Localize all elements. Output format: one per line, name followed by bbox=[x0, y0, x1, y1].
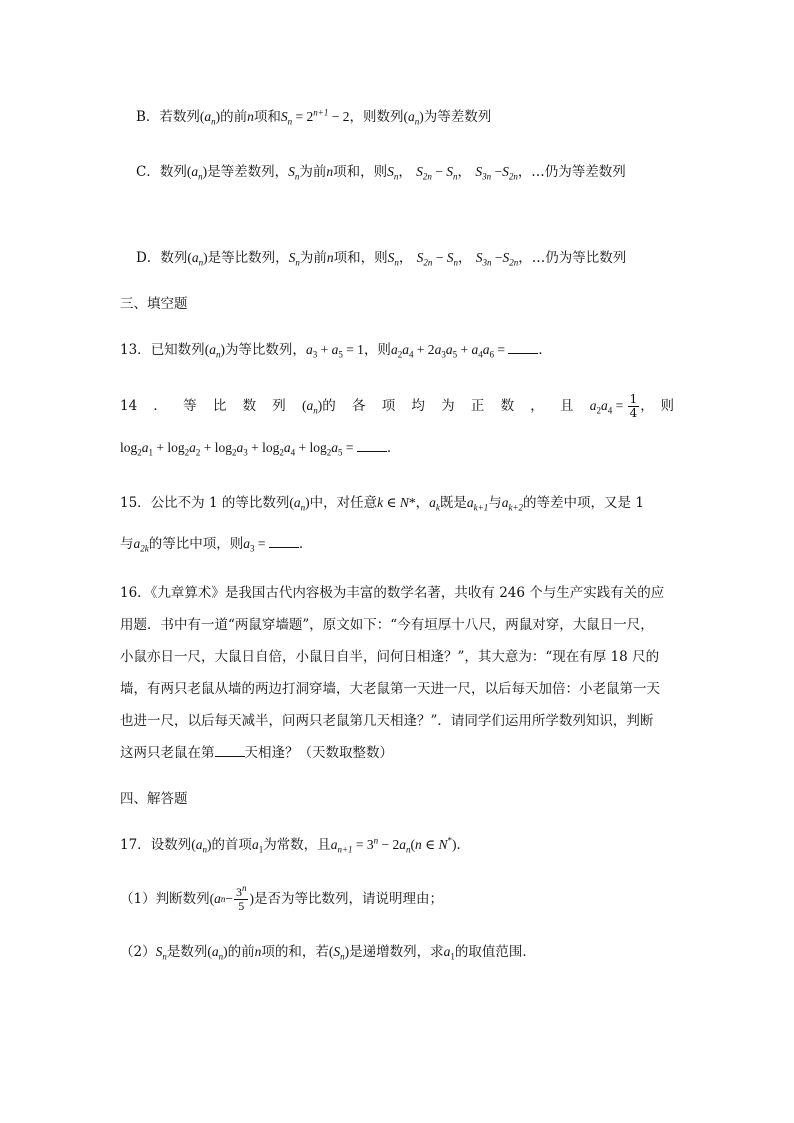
question-16-line-2: 用题．书中有一道“两鼠穿墙题”，原文如下：“今有垣厚十八尺，两鼠对穿，大鼠日一尺， bbox=[120, 617, 654, 633]
question-15: 15．公比不为 1 的等比数列$(a_n)$中，对任意k ∈ N*，$a_k$既是$a_{k+1}$与$a_{k+2}$的等差中项，又是 1 bbox=[120, 495, 644, 513]
question-17-number: 17． bbox=[120, 837, 151, 853]
fraction: $\frac{1}{4}$ bbox=[629, 391, 638, 420]
option-c: C．数列$(a_n)$是等差数列，$S_n$为前n项和，则$S_n$， $S_{2n} - S_n$， $S_{3n} -S_{2n}$，…仍为等差数列 bbox=[136, 164, 626, 182]
section-solution-title: 四、解答题 bbox=[120, 791, 188, 807]
question-17-part-2: $(2)S_n$是数列$(a_n)$的前n项的和，若$(S_n)$是递增数列，求$a_1$的取值范围． bbox=[120, 944, 536, 962]
fraction: $\frac{3^n}{5}$ bbox=[235, 882, 247, 913]
question-16-line-4: 墙，有两只老鼠从墙的两边打洞穿墙，大老鼠第一天进一尺，以后每天加倍：小老鼠第一天 bbox=[120, 681, 660, 697]
option-d: D．数列$(a_n)$是等比数列，$S_n$为前n项和，则$S_n$， $S_{2n} - S_n$， $S_{3n} -S_{2n}$，…仍为等比数列 bbox=[136, 250, 627, 268]
option-c-label: C． bbox=[136, 164, 160, 180]
answer-blank bbox=[357, 439, 387, 452]
answer-blank bbox=[215, 744, 245, 757]
question-14-number: 14 bbox=[120, 398, 138, 414]
section-fill-blank-title: 三、填空题 bbox=[120, 296, 188, 312]
option-b: B．若数列$(a_n)$的前n项和$S_n = 2^{n+1} - 2$，则数列$(a_n)$为等差数列 bbox=[136, 107, 492, 127]
question-17-part-1: （1）判断数列 ( a n − $\frac{3^n}{5}$ ) 是否为等比数列，请说明理由； bbox=[120, 882, 443, 913]
option-b-label: B． bbox=[136, 109, 160, 125]
question-13-number: 13． bbox=[120, 342, 151, 358]
question-16-line-5: 也进一尺，以后每天减半，问两只老鼠第几天相逢？”．请同学们运用所学数列知识，判断 bbox=[120, 713, 654, 729]
option-d-label: D． bbox=[136, 250, 161, 266]
question-16-line-1: 16．《九章算术》是我国古代内容极为丰富的数学名著，共收有 246 个与生产实践有关的应 bbox=[120, 585, 665, 601]
question-17: 17．设数列$(a_n)$的首项$a_1$为常数，且$a_{n+1} = 3^n - 2a_n(n$ ∈ N*)． bbox=[120, 835, 471, 855]
answer-blank bbox=[508, 341, 538, 354]
question-15-continued: 与$a_{2k}$的等比中项，则$a_3$ = ． bbox=[120, 536, 313, 554]
question-16-line-3: 小鼠亦日一尺，大鼠日自倍，小鼠日自半，问何日相逢？”，其大意为：“现在有厚 18 尺的 bbox=[120, 649, 660, 665]
question-15-number: 15． bbox=[120, 495, 151, 511]
question-13: 13．已知数列$(a_n)$为等比数列，$a_3 + a_5 = 1$，则$a_2a_4 + 2a_3a_5 + a_4a_6$ = ． bbox=[120, 342, 552, 360]
answer-blank bbox=[269, 535, 299, 548]
question-14: 14 ． 等 比 数 列 $(a_n)$的 各 项 均 为 正 数 ， 且 $a_2a_4$ = $\frac{1}{4}$ ， 则 bbox=[120, 391, 674, 420]
question-14-expression: $\log_2a_1 + \log_2a_2 + \log_2a_3 + \log_2a_4 + \log_2a_5$ = ． bbox=[120, 440, 401, 458]
question-16-line-6: 这两只老鼠在第 天相逢？（天数取整数） bbox=[120, 745, 393, 761]
